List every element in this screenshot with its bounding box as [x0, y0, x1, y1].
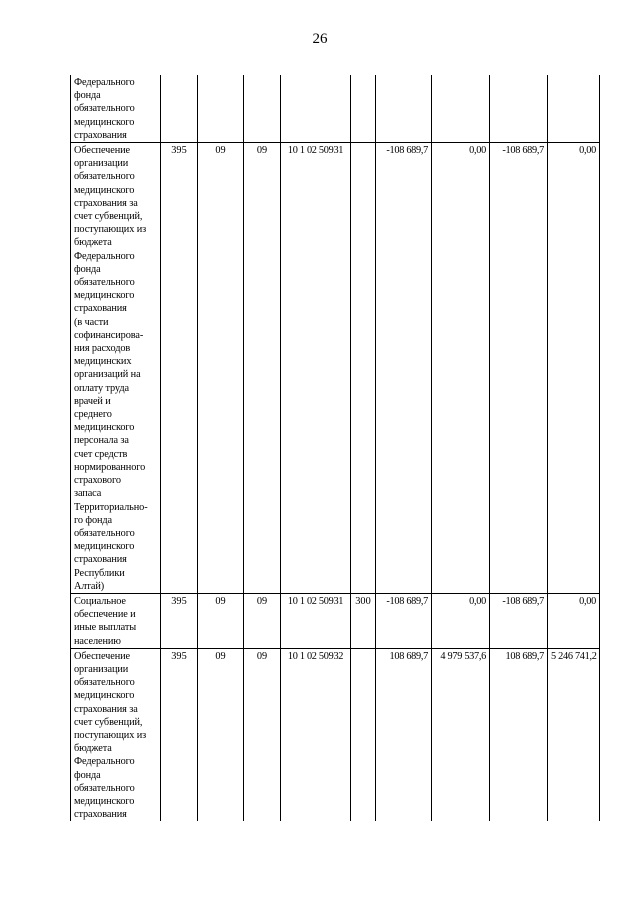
- name-line: бюджета: [74, 743, 112, 755]
- amount-2-cell: [432, 75, 490, 143]
- amount-4-cell: 5 246 741,2: [548, 648, 600, 821]
- name-line: среднего: [74, 409, 112, 421]
- budget-table: [70, 75, 600, 821]
- name-line: медицинского: [74, 795, 135, 807]
- name-line: обеспечение и: [74, 609, 136, 621]
- amount-4-cell: 0,00: [548, 143, 600, 594]
- amount-3-cell: -108 689,7: [490, 593, 548, 648]
- name-line: поступающих из: [74, 224, 147, 236]
- table-body: [71, 75, 600, 821]
- name-line: организаций на: [74, 369, 141, 381]
- section-cell: 09: [198, 143, 244, 594]
- name-line: фонда: [74, 769, 101, 781]
- name-line: страхования за: [74, 703, 138, 715]
- table-row: [71, 593, 600, 648]
- name-line: Обеспечение: [74, 650, 131, 662]
- name-line: поступающих из: [74, 729, 147, 741]
- name-line: обязательного: [74, 677, 135, 689]
- page-number: 26: [312, 31, 328, 47]
- amount-2-cell: 4 979 537,6: [432, 648, 490, 821]
- expense-type-cell: 300: [351, 593, 376, 648]
- name-line: страхования: [74, 129, 127, 141]
- name-line: Социальное: [74, 595, 126, 607]
- name-line: счет субвенций,: [74, 211, 143, 223]
- name-line: нормированного: [74, 461, 146, 473]
- amount-3-cell: 108 689,7: [490, 648, 548, 821]
- name-line: страхования: [74, 303, 127, 315]
- name-line: врачей и: [74, 395, 111, 407]
- amount-4-cell: [548, 75, 600, 143]
- name-line: медицинских: [74, 356, 132, 368]
- name-line: Республики: [74, 567, 125, 579]
- table-row: [71, 648, 600, 821]
- name-line: Федерального: [74, 77, 135, 88]
- name-line: медицинского: [74, 422, 135, 434]
- name-line: Обеспечение: [74, 145, 131, 157]
- admin-code-cell: 395: [161, 593, 198, 648]
- row-name-cell: [71, 75, 161, 143]
- name-line: страхового: [74, 475, 121, 487]
- table-row: [71, 75, 600, 143]
- name-line: медицинского: [74, 690, 135, 702]
- expense-type-cell: [351, 75, 376, 143]
- amount-3-cell: [490, 75, 548, 143]
- amount-1-cell: -108 689,7: [376, 143, 432, 594]
- target-article-cell: [281, 75, 351, 143]
- name-line: иные выплаты: [74, 622, 137, 634]
- name-line: фонда: [74, 90, 101, 102]
- name-line: обязательного: [74, 103, 135, 115]
- table-row: [71, 143, 600, 594]
- name-line: ния расходов: [74, 343, 131, 355]
- amount-4-cell: 0,00: [548, 593, 600, 648]
- name-line: счет субвенций,: [74, 716, 143, 728]
- name-line: организации: [74, 663, 129, 675]
- name-line: фонда: [74, 263, 101, 275]
- expense-type-cell: [351, 143, 376, 594]
- name-line: бюджета: [74, 237, 112, 249]
- row-name-cell: [71, 143, 161, 594]
- name-line: счет средств: [74, 448, 128, 460]
- amount-1-cell: [376, 75, 432, 143]
- amount-2-cell: 0,00: [432, 593, 490, 648]
- subsection-cell: 09: [244, 143, 281, 594]
- target-article-cell: 10 1 02 50931: [281, 593, 351, 648]
- subsection-cell: 09: [244, 593, 281, 648]
- admin-code-cell: [161, 75, 198, 143]
- name-line: страхования: [74, 554, 127, 566]
- subsection-cell: 09: [244, 648, 281, 821]
- name-line: страхования: [74, 809, 127, 821]
- name-line: го фонда: [74, 514, 113, 526]
- section-cell: 09: [198, 648, 244, 821]
- name-line: оплату труда: [74, 382, 129, 394]
- row-name-cell: [71, 648, 161, 821]
- row-name-cell: [71, 593, 161, 648]
- amount-3-cell: -108 689,7: [490, 143, 548, 594]
- target-article-cell: 10 1 02 50931: [281, 143, 351, 594]
- name-line: софинансирова-: [74, 329, 144, 341]
- section-cell: 09: [198, 593, 244, 648]
- name-line: обязательного: [74, 782, 135, 794]
- name-line: медицинского: [74, 116, 135, 128]
- target-article-cell: 10 1 02 50932: [281, 648, 351, 821]
- name-line: медицинского: [74, 290, 135, 302]
- name-line: (в части: [74, 316, 109, 328]
- name-line: обязательного: [74, 171, 135, 183]
- amount-2-cell: 0,00: [432, 143, 490, 594]
- section-cell: [198, 75, 244, 143]
- amount-1-cell: 108 689,7: [376, 648, 432, 821]
- name-line: медицинского: [74, 541, 135, 553]
- name-line: страхования за: [74, 197, 138, 209]
- name-line: населению: [74, 635, 121, 647]
- name-line: обязательного: [74, 277, 135, 289]
- name-line: Федерального: [74, 756, 135, 768]
- expense-type-cell: [351, 648, 376, 821]
- name-line: Алтай): [74, 580, 105, 592]
- admin-code-cell: 395: [161, 143, 198, 594]
- admin-code-cell: 395: [161, 648, 198, 821]
- name-line: Федерального: [74, 250, 135, 262]
- name-line: Территориально-: [74, 501, 148, 513]
- amount-1-cell: -108 689,7: [376, 593, 432, 648]
- name-line: медицинского: [74, 184, 135, 196]
- name-line: обязательного: [74, 527, 135, 539]
- name-line: запаса: [74, 488, 102, 500]
- subsection-cell: [244, 75, 281, 143]
- name-line: персонала за: [74, 435, 129, 447]
- name-line: организации: [74, 158, 129, 170]
